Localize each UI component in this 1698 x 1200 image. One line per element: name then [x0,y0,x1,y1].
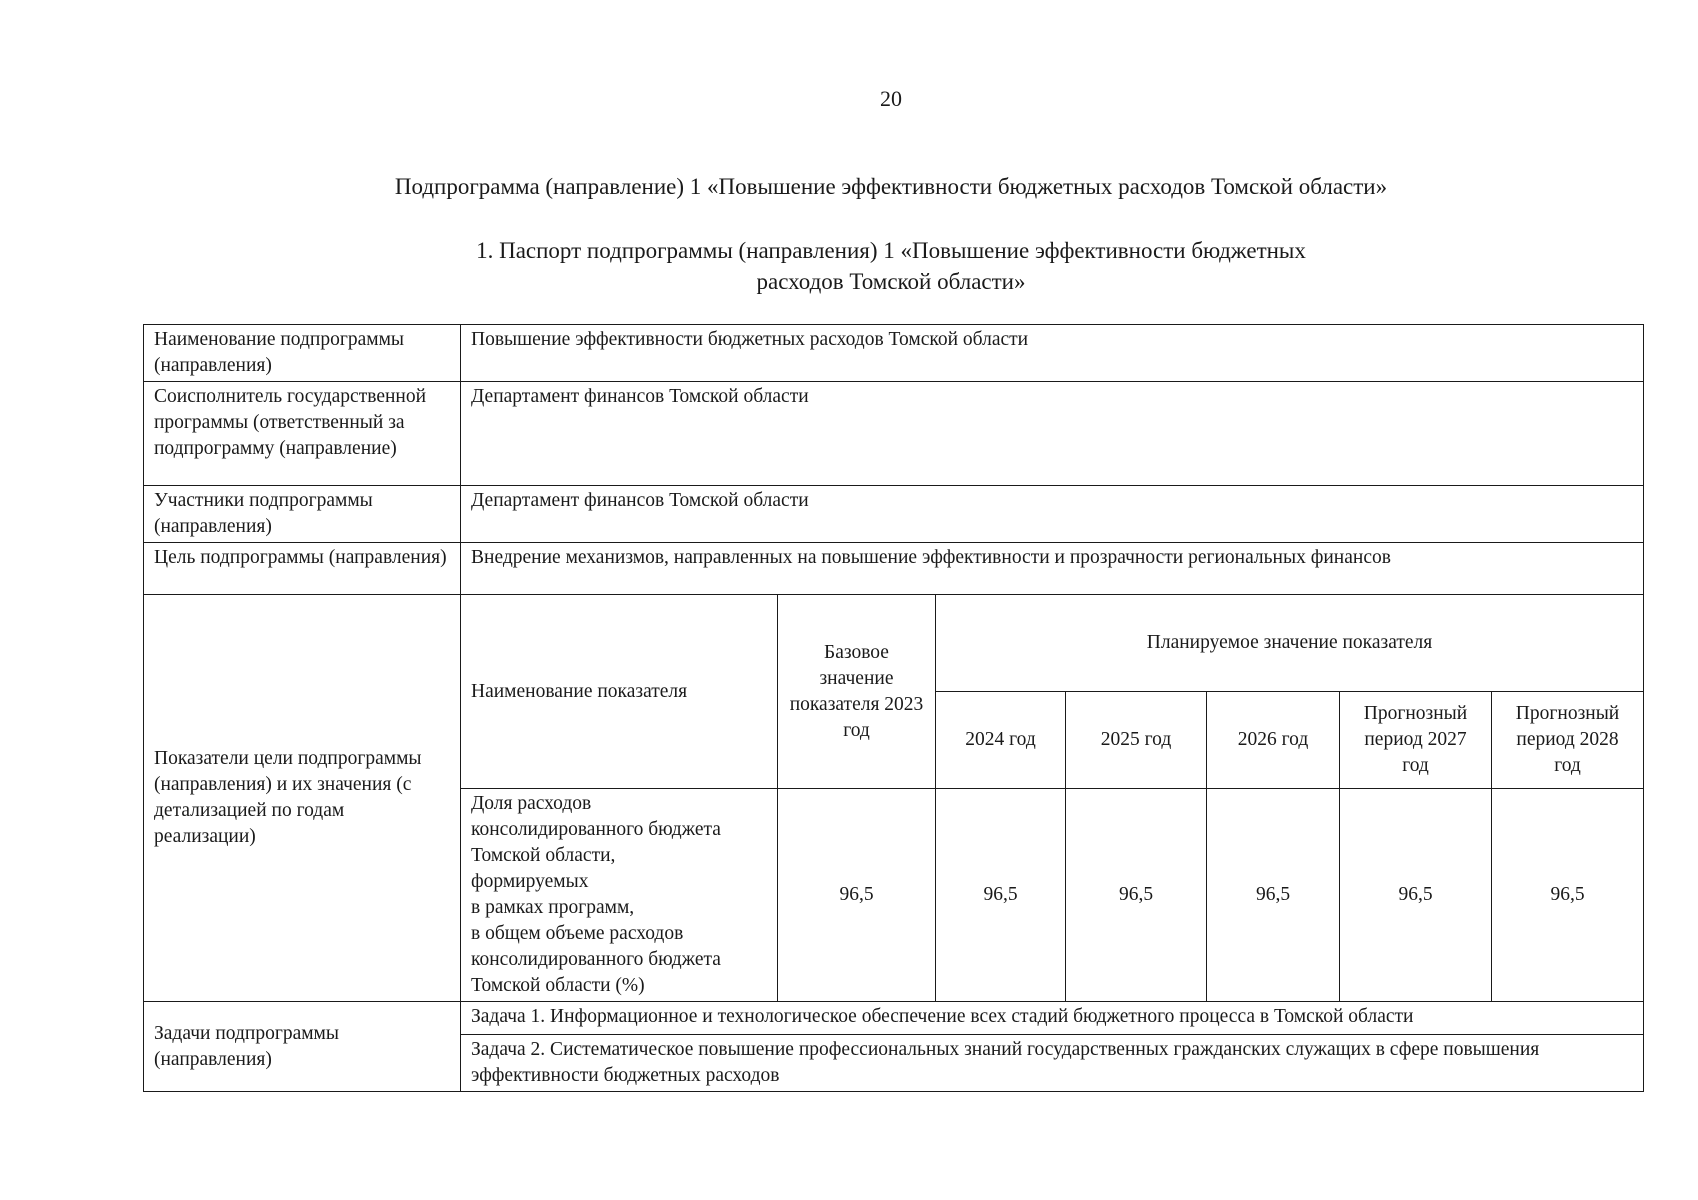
table-row [144,595,1644,692]
indicator-name-line: консолидированного бюджета [471,819,721,840]
indicator-base-value: 96,5 [778,789,936,1002]
indicator-name-line: Томской области (%) [471,975,645,996]
table-row [144,325,1644,382]
indicator-value-2024: 96,5 [936,789,1066,1002]
table-row [144,543,1644,595]
indicators-label: Показатели цели подпрограммы (направления) и их значения (с детализацией по годам реализации) [144,595,461,1002]
year-header-2026: 2026 год [1207,692,1340,789]
tasks-label: Задачи подпрограммы (направления) [144,1002,461,1092]
passport-title-line1: 1. Паспорт подпрограммы (направления) 1 «Повышение эффективности бюджетных [476,238,1306,263]
row-value-participants: Департамент финансов Томской области [461,486,1644,543]
indicator-value-2026: 96,5 [1207,789,1340,1002]
year-header-2028: Прогнозный период 2028 год [1492,692,1644,789]
year-header-2027: Прогнозный период 2027 год [1340,692,1492,789]
passport-title [0,235,1698,297]
row-label-participants: Участники подпрограммы (направления) [144,486,461,543]
year-header-2024: 2024 год [936,692,1066,789]
passport-title-line2: расходов Томской области» [756,269,1026,294]
row-value-name: Повышение эффективности бюджетных расходов Томской области [461,325,1644,382]
row-value-coexecutor: Департамент финансов Томской области [461,382,1644,486]
indicator-header-name: Наименование показателя [461,595,778,789]
indicator-name [461,789,778,1002]
row-value-goal: Внедрение механизмов, направленных на повышение эффективности и прозрачности региональных финансов [461,543,1644,595]
page-number: 20 [880,86,902,111]
indicator-name-line: в общем объеме расходов [471,923,684,944]
table-row [144,382,1644,486]
indicator-header-base: Базовое значение показателя 2023 год [778,595,936,789]
row-label-coexecutor: Соисполнитель государственной программы (ответственный за подпрограмму (направление) [144,382,461,486]
indicator-name-line: Томской области, [471,845,616,866]
table-row [144,486,1644,543]
indicator-name-line: консолидированного бюджета [471,949,721,970]
indicator-name-line: Доля расходов [471,793,592,814]
indicator-name-line: формируемых [471,871,589,892]
indicator-value-2027: 96,5 [1340,789,1492,1002]
subprogram-title: Подпрограмма (направление) 1 «Повышение эффективности бюджетных расходов Томской области» [394,174,1388,199]
task-2: Задача 2. Систематическое повышение профессиональных знаний государственных гражданских служащих в сфере повышения эффективности бюджетных расходов [461,1035,1644,1092]
indicator-value-2028: 96,5 [1492,789,1644,1002]
row-label-goal: Цель подпрограммы (направления) [144,543,461,595]
task-1: Задача 1. Информационное и технологическое обеспечение всех стадий бюджетного процесса в Томской области [461,1002,1644,1035]
indicator-value-2025: 96,5 [1066,789,1207,1002]
passport-table [143,324,1644,1092]
year-header-2025: 2025 год [1066,692,1207,789]
row-label-name: Наименование подпрограммы (направления) [144,325,461,382]
indicator-name-line: в рамках программ, [471,897,635,918]
indicator-header-planned: Планируемое значение показателя [936,595,1644,692]
table-row [144,1002,1644,1035]
